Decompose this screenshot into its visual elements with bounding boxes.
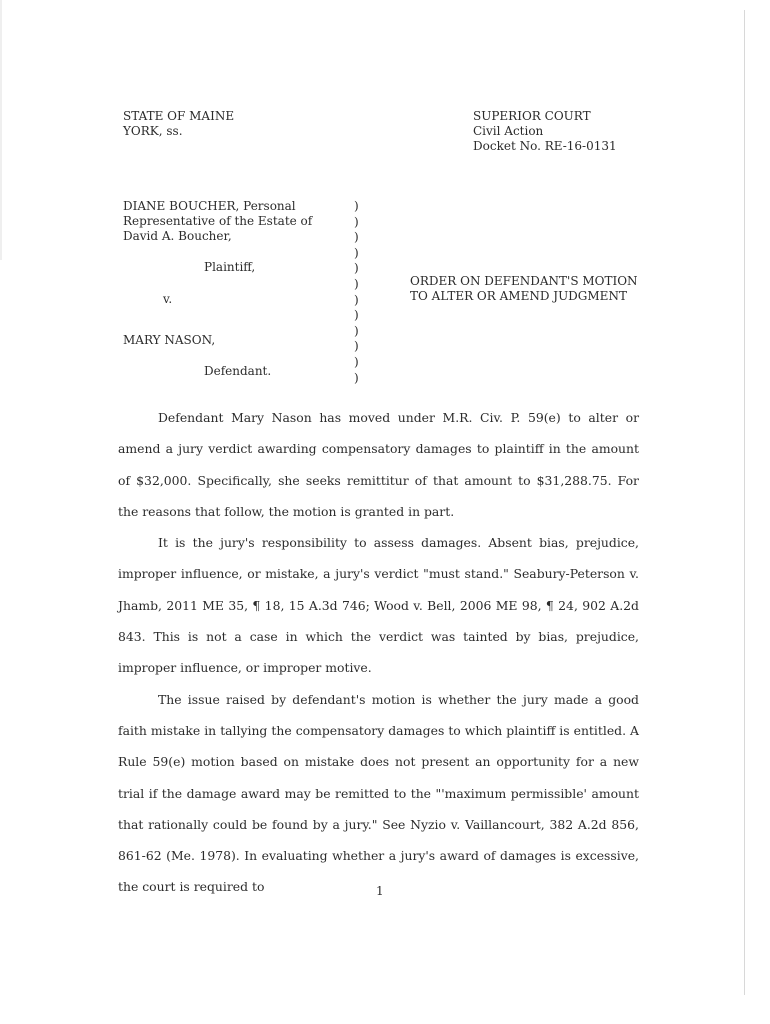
- paragraph: The issue raised by defendant's motion is whether the jury made a good faith mistake in tallying the compensatory damages to which plaintiff is entitled. A Rule 59(e) motion based on mistake does not present an opportunity for a new trial if the damage award may be remitted to the "'maximum permissible' amount that rationally could be found by a jury." See Nyzio v. Vaillancourt, 382 A.2d 856, 861-62 (Me. 1978). In evaluating whether a jury's award of damages is excessive, the court is required to: [118, 691, 639, 895]
- plaintiff-name-line-2: Representative of the Estate of: [123, 214, 313, 228]
- order-title: [410, 274, 638, 304]
- paragraph: Defendant Mary Nason has moved under M.R. Civ. P. 59(e) to alter or amend a jury verdict awarding compensatory damages to plaintiff in the amount of $32,000. Specifically, she seeks remittitur of that amount to $31,288.75. For the reasons that follow, the motion is granted in part.: [118, 410, 639, 519]
- plaintiff-role: Plaintiff,: [204, 260, 256, 274]
- order-body: [118, 402, 639, 903]
- plaintiff-name-line-1: DIANE BOUCHER, Personal: [123, 199, 296, 213]
- court-docket-header: [473, 109, 617, 154]
- plaintiff-name-line-3: David A. Boucher,: [123, 229, 232, 243]
- county-line: YORK, ss.: [123, 124, 183, 138]
- court-name: SUPERIOR COURT: [473, 109, 591, 123]
- scan-edge: [744, 10, 745, 995]
- docket-number: Docket No. RE-16-0131: [473, 139, 617, 153]
- caption-parenthesis-column: ) ) ) ) ) ) ) ) ) ) ) ): [354, 199, 359, 385]
- state-line: STATE OF MAINE: [123, 109, 235, 123]
- order-title-line-2: TO ALTER OR AMEND JUDGMENT: [410, 289, 627, 303]
- court-state-header: [123, 109, 234, 139]
- order-title-line-1: ORDER ON DEFENDANT'S MOTION: [410, 274, 638, 288]
- defendant-role: Defendant.: [204, 364, 272, 378]
- scan-edge-left: [0, 0, 2, 260]
- paragraph: It is the jury's responsibility to assess damages. Absent bias, prejudice, improper influence, or mistake, a jury's verdict "must stand." Seabury-Peterson v. Jhamb, 2011 ME 35, ¶ 18, 15 A.3d 746; Wood v. Bell, 2006 ME 98, ¶ 24, 902 A.2d 843. This is not a case in which the verdict was tainted by bias, prejudice, improper influence, or improper motive.: [118, 535, 639, 676]
- action-type: Civil Action: [473, 124, 544, 138]
- page-number: 1: [376, 884, 384, 898]
- defendant-name: MARY NASON,: [123, 333, 216, 347]
- versus-label: v.: [163, 292, 173, 306]
